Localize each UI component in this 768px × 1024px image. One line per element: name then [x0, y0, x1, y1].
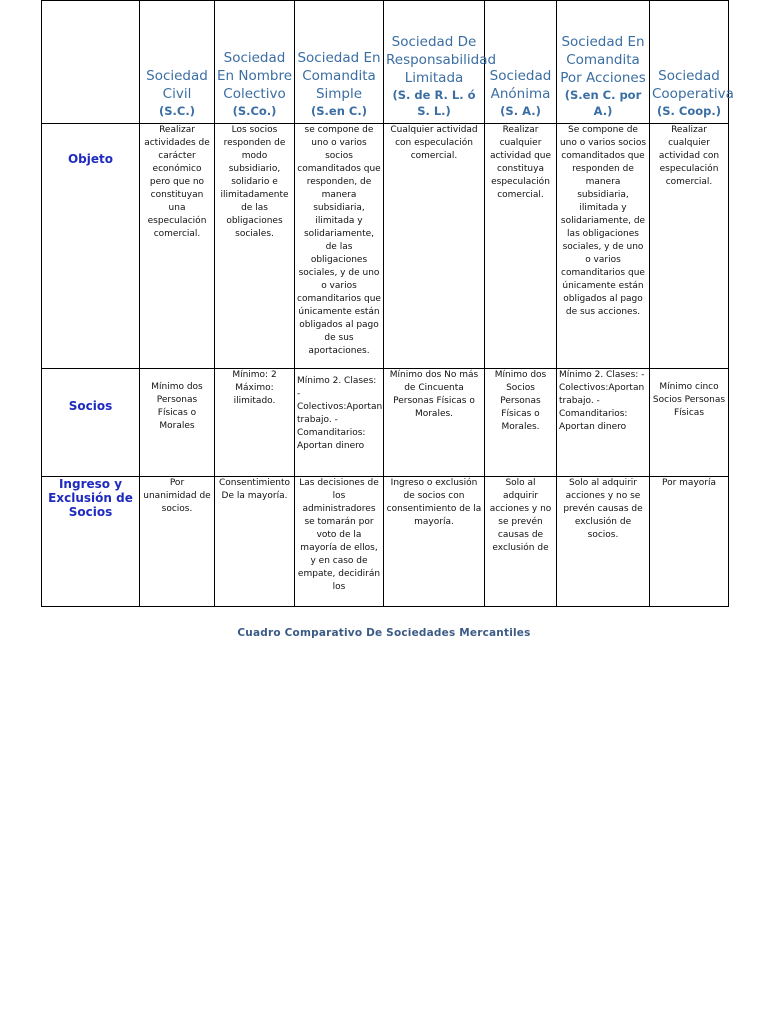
row-label-ingreso-exclusion: Ingreso y Exclusión de Socios: [42, 477, 140, 607]
cell-ingreso-anonima: Solo al adquirir acciones y no se prevén causas de exclusión de: [485, 477, 557, 607]
cell-objeto-cooperativa: Realizar cualquier actividad con especulación comercial.: [650, 124, 729, 369]
header-comandita-acciones: Sociedad En Comandita Por Acciones (S.en C. por A.): [557, 1, 650, 124]
table-caption: Cuadro Comparativo De Sociedades Mercantiles: [237, 627, 531, 639]
cell-ingreso-cooperativa: Por mayoría: [650, 477, 729, 607]
cell-socios-responsabilidad: Mínimo dos No más de Cincuenta Personas Físicas o Morales.: [384, 369, 485, 477]
cell-ingreso-civil: Por unanimidad de socios.: [140, 477, 215, 607]
cell-socios-anonima: Mínimo dos Socios Personas Físicas o Morales.: [485, 369, 557, 477]
cell-objeto-anonima: Realizar cualquier actividad que constituya especulación comercial.: [485, 124, 557, 369]
header-responsabilidad-limitada: Sociedad De Responsabilidad Limitada (S. de R. L. ó S. L.): [384, 1, 485, 124]
header-sociedad-civil: Sociedad Civil (S.C.): [140, 1, 215, 124]
row-socios: [42, 369, 729, 477]
cell-objeto-civil: Realizar actividades de carácter económico pero que no constituyan una especulación comercial.: [140, 124, 215, 369]
cell-objeto-colectivo: Los socios responden de modo subsidiario, solidario e ilimitadamente de las obligaciones sociales.: [215, 124, 295, 369]
cell-socios-civil: Mínimo dos Personas Físicas o Morales: [140, 369, 215, 477]
header-comandita-simple: Sociedad En Comandita Simple (S.en C.): [295, 1, 384, 124]
row-label-objeto: Objeto: [42, 124, 140, 369]
row-objeto: [42, 124, 729, 369]
header-nombre-colectivo: Sociedad En Nombre Colectivo (S.Co.): [215, 1, 295, 124]
cell-socios-comandita-simple: Mínimo 2. Clases: - Colectivos:Aportan trabajo. -Comanditarios: Aportan dinero: [295, 369, 384, 477]
row-ingreso-exclusion: [42, 477, 729, 607]
cell-ingreso-colectivo: Consentimiento De la mayoría.: [215, 477, 295, 607]
cell-socios-colectivo: Mínimo: 2 Máximo: ilimitado.: [215, 369, 295, 477]
cell-objeto-comandita-acciones: Se compone de uno o varios socios comanditados que responden de manera subsidiaria, ilimitada y solidariamente, de las obligaciones sociales, y de uno o varios comanditarios que únicamente están obligados al pago de sus acciones.: [557, 124, 650, 369]
header-corner: [42, 1, 140, 124]
header-sociedad-anonima: Sociedad Anónima (S. A.): [485, 1, 557, 124]
header-row: [42, 1, 729, 124]
cell-ingreso-responsabilidad: Ingreso o exclusión de socios con consentimiento de la mayoría.: [384, 477, 485, 607]
cell-ingreso-comandita-simple: Las decisiones de los administradores se tomarán por voto de la mayoría de ellos, y en caso de empate, decidirán los: [295, 477, 384, 607]
cell-objeto-comandita-simple: se compone de uno o varios socios comanditados que responden, de manera subsidiaria, ilimitada y solidariamente, de las obligaciones sociales, y de uno o varios comanditarios que únicamente están obligados al pago de sus aportaciones.: [295, 124, 384, 369]
cell-socios-comandita-acciones: Mínimo 2. Clases: - Colectivos:Aportan trabajo. -Comanditarios: Aportan dinero: [557, 369, 650, 477]
cell-ingreso-comandita-acciones: Solo al adquirir acciones y no se prevén causas de exclusión de socios.: [557, 477, 650, 607]
cell-objeto-responsabilidad: Cualquier actividad con especulación comercial.: [384, 124, 485, 369]
header-cooperativa: Sociedad Cooperativa (S. Coop.): [650, 1, 729, 124]
row-label-socios: Socios: [42, 369, 140, 477]
comparison-table: [41, 0, 734, 607]
cell-socios-cooperativa: Mínimo cinco Socios Personas Físicas: [650, 369, 729, 477]
comparison-table-area: [41, 0, 734, 596]
